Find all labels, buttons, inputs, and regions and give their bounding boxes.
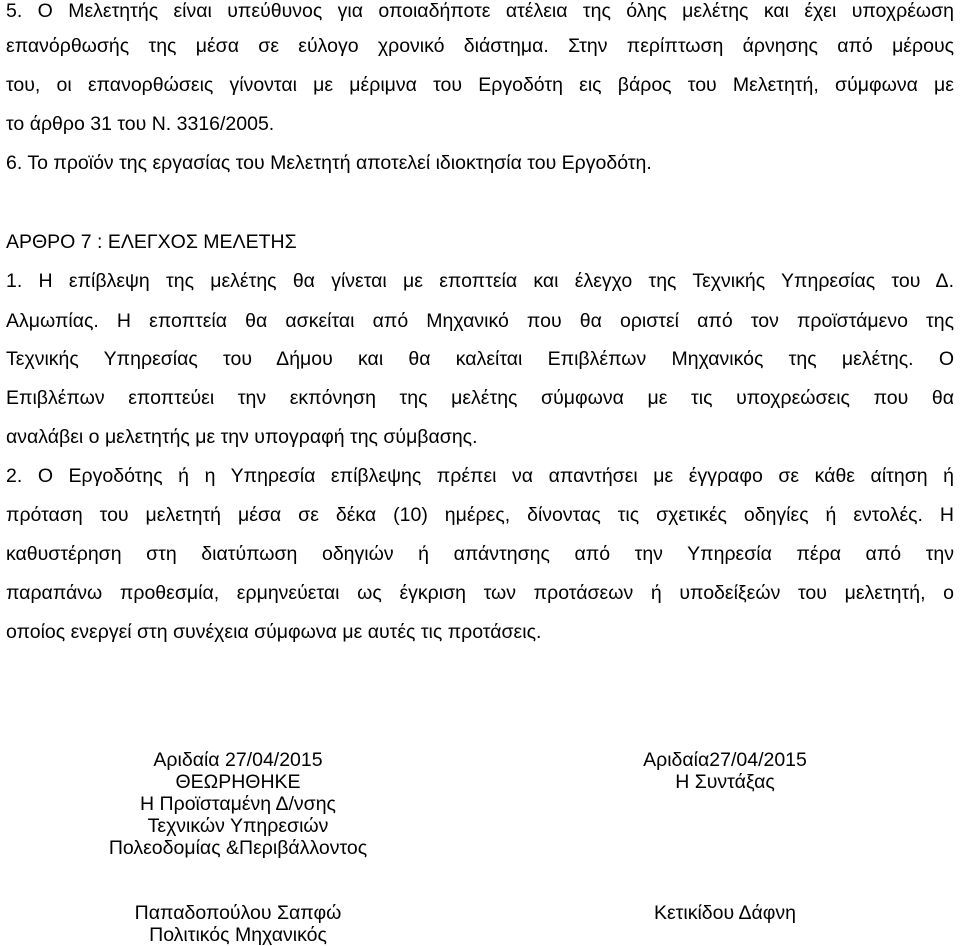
signatory-title: Πολιτικός Μηχανικός bbox=[149, 924, 327, 946]
paragraph-line: Επιβλέπων εποπτεύει την εκπόνηση της μελέτης σύμφωνα με τις υποχρεώσεις που θα bbox=[6, 387, 954, 409]
paragraph-line: πρόταση του μελετητή μέσα σε δέκα (10) ημέρες, δίνοντας τις σχετικές οδηγίες ή εντολές. Η bbox=[6, 504, 954, 526]
signature-block-left bbox=[40, 749, 436, 859]
paragraph-line: 6. Το προϊόν της εργασίας του Μελετητή αποτελεί ιδιοκτησία του Εργοδότη. bbox=[6, 152, 652, 174]
signatory-right-name-block bbox=[560, 902, 890, 924]
paragraph-line: επανόρθωσής της μέσα σε εύλογο χρονικό διάστημα. Στην περίπτωση άρνησης από μέρους bbox=[6, 35, 954, 57]
approval-stamp-text: ΘΕΩΡΗΘΗΚΕ bbox=[175, 771, 301, 793]
paragraph-line: Τεχνικής Υπηρεσίας του Δήμου και θα καλείται Επιβλέπων Μηχανικός της μελέτης. Ο bbox=[6, 348, 954, 370]
paragraph-line: του, οι επανορθώσεις γίνονται με μέριμνα του Εργοδότη εις βάρος του Μελετητή, σύμφωνα με bbox=[6, 74, 954, 96]
section-heading: ΑΡΘΡΟ 7 : ΕΛΕΓΧΟΣ ΜΕΛΕΤΗΣ bbox=[6, 231, 297, 253]
paragraph-line: αναλάβει ο μελετητής με την υπογραφή της σύμβασης. bbox=[6, 426, 478, 448]
paragraph-line: το άρθρο 31 του Ν. 3316/2005. bbox=[6, 113, 275, 135]
signatory-name: Παπαδοπούλου Σαπφώ bbox=[134, 902, 342, 924]
signature-date: Αριδαία 27/04/2015 bbox=[153, 749, 323, 771]
paragraph-line: παραπάνω προθεσμία, ερμηνεύεται ως έγκριση των προτάσεων ή υποδείξεών του μελετητή, ο bbox=[6, 582, 954, 604]
paragraph-line: Αλμωπίας. Η εποπτεία θα ασκείται από Μηχανικό που θα οριστεί από τον προϊστάμενο της bbox=[6, 310, 954, 332]
signature-date: Αριδαία27/04/2015 bbox=[643, 749, 807, 771]
paragraph-line: καθυστέρηση στη διατύπωση οδηγιών ή απάντησης από την Υπηρεσία πέρα από την bbox=[6, 543, 954, 565]
paragraph-line: οποίος ενεργεί στη συνέχεια σύμφωνα με αυτές τις προτάσεις. bbox=[6, 621, 542, 643]
signatory-left-name-block bbox=[40, 902, 436, 946]
paragraph-line: 2. Ο Εργοδότης ή η Υπηρεσία επίβλεψης πρέπει να απαντήσει με έγγραφο σε κάθε αίτηση ή bbox=[6, 465, 954, 487]
signatory-role: Η Προϊσταμένη Δ/νσης bbox=[140, 793, 336, 815]
signatory-department: Τεχνικών Υπηρεσιών bbox=[147, 815, 329, 837]
paragraph-line: 5. Ο Μελετητής είναι υπεύθυνος για οποιαδήποτε ατέλεια της όλης μελέτης και έχει υποχρέωση bbox=[6, 0, 954, 22]
signature-block-right bbox=[560, 749, 890, 793]
signatory-department: Πολεοδομίας &Περιβάλλοντος bbox=[108, 837, 368, 859]
signatory-name: Κετικίδου Δάφνη bbox=[653, 902, 797, 924]
paragraph-line: 1. Η επίβλεψη της μελέτης θα γίνεται με εποπτεία και έλεγχο της Τεχνικής Υπηρεσίας του Δ. bbox=[6, 270, 954, 292]
signatory-role: Η Συντάξας bbox=[675, 771, 775, 793]
